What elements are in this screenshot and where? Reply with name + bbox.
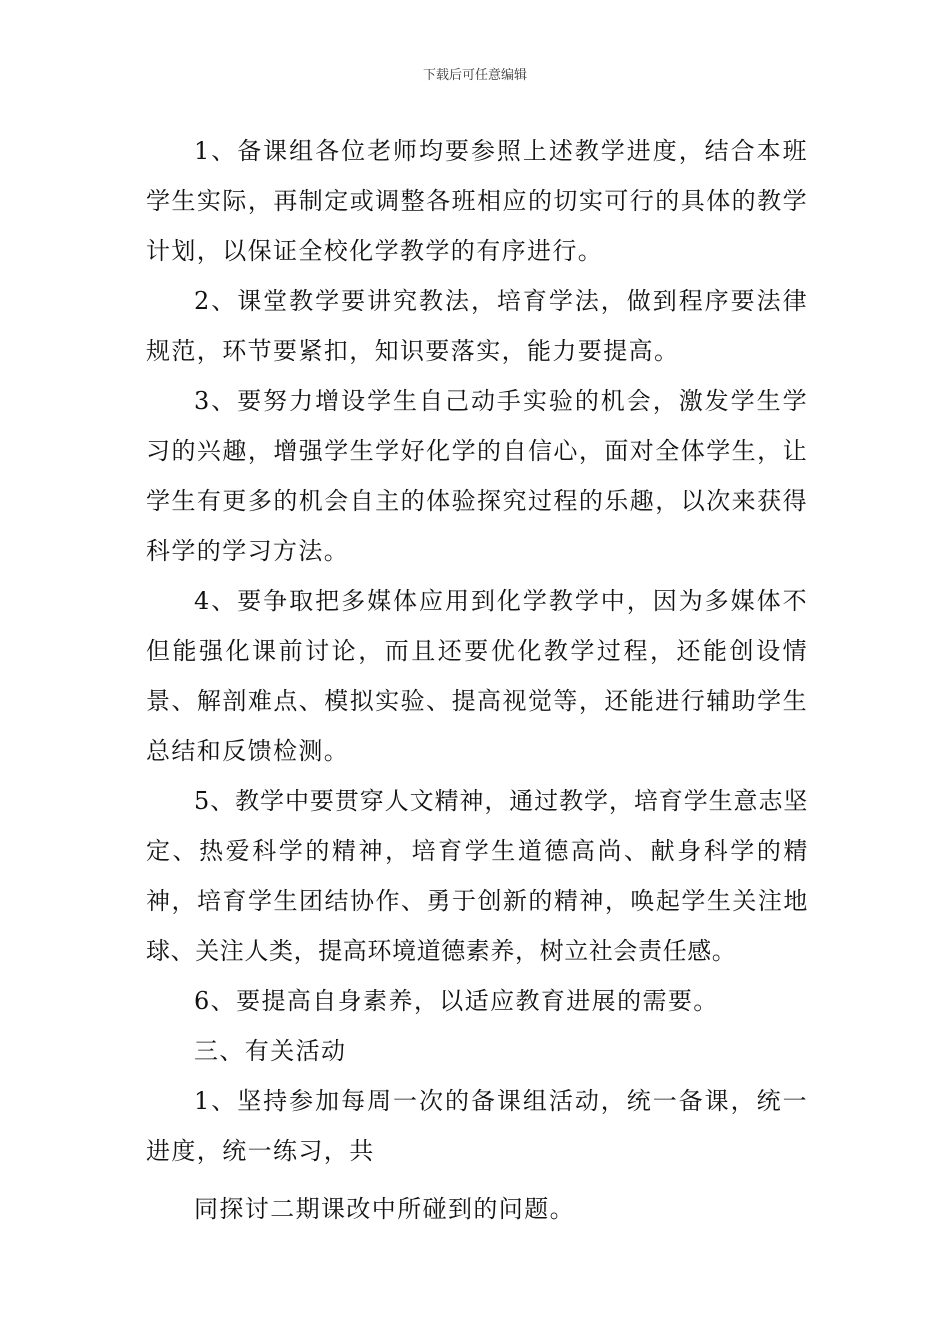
paragraph-7: 1、坚持参加每周一次的备课组活动，统一备课，统一进度，统一练习，共: [146, 1087, 808, 1165]
paragraph-1: 1、备课组各位老师均要参照上述教学进度，结合本班学生实际，再制定或调整各班相应的切实可行的具体的教学计划，以保证全校化学教学的有序进行。: [146, 137, 808, 265]
paragraph-3: 3、要努力增设学生自己动手实验的机会，激发学生学习的兴趣，增强学生学好化学的自信心，面对全体学生，让学生有更多的机会自主的体验探究过程的乐趣，以次来获得科学的学习方法。: [146, 387, 808, 565]
paragraph-continuation: 同探讨二期课改中所碰到的问题。: [194, 1195, 575, 1223]
paragraph-5: 5、教学中要贯穿人文精神，通过教学，培育学生意志坚定、热爱科学的精神，培育学生道德高尚、献身科学的精神，培育学生团结协作、勇于创新的精神，唤起学生关注地球、关注人类，提高环境道德素养，树立社会责任感。: [146, 787, 808, 965]
section-heading: 三、有关活动: [194, 1037, 347, 1065]
page-header: 下载后可任意编辑: [422, 68, 527, 83]
paragraph-2: 2、课堂教学要讲究教法，培育学法，做到程序要法律规范，环节要紧扣，知识要落实，能力要提高。: [146, 287, 808, 365]
paragraph-6: 6、要提高自身素养，以适应教育进展的需要。: [194, 987, 719, 1015]
document-body: [146, 126, 808, 1234]
paragraph-4: 4、要争取把多媒体应用到化学教学中，因为多媒体不但能强化课前讨论，而且还要优化教学过程，还能创设情景、解剖难点、模拟实验、提高视觉等，还能进行辅助学生总结和反馈检测。: [146, 587, 808, 765]
